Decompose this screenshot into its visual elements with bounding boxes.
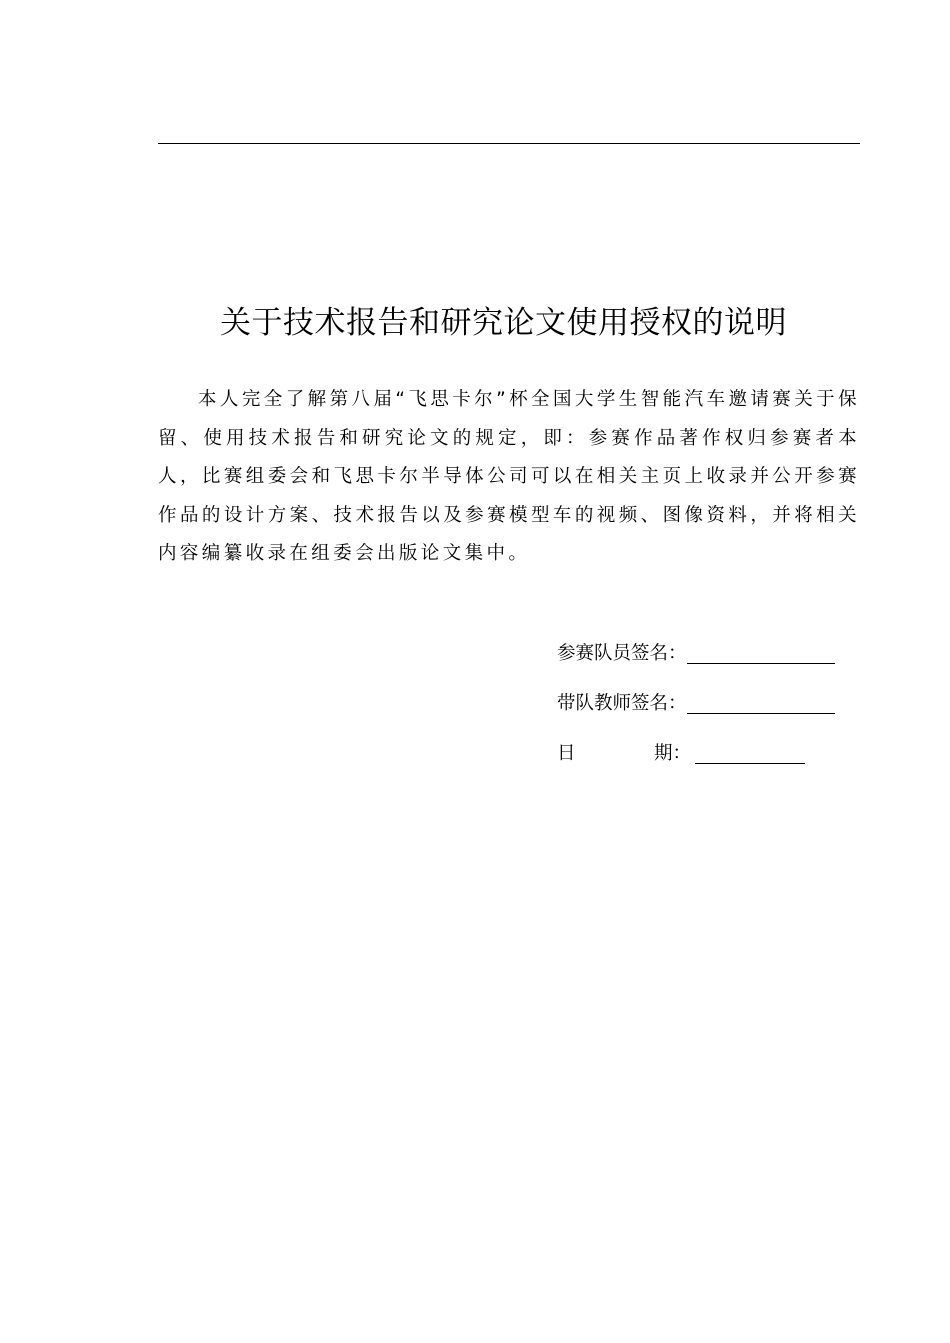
team-member-signature-row — [557, 638, 835, 666]
advisor-signature-row — [557, 688, 835, 716]
date-label-second: 期： — [654, 743, 692, 764]
advisor-signature-line — [687, 693, 835, 714]
date-line — [695, 743, 805, 764]
advisor-signature-label: 带队教师签名： — [557, 693, 687, 714]
team-member-signature-label: 参赛队员签名： — [557, 643, 687, 664]
date-row — [557, 738, 805, 766]
document-title: 关于技术报告和研究论文使用授权的说明 — [220, 305, 787, 341]
authorization-statement: 本人完全了解第八届“飞思卡尔”杯全国大学生智能汽车邀请赛关于保留、使用技术报告和研究论文的规定，即：参赛作品著作权归参赛者本人，比赛组委会和飞思卡尔半导体公司可以在相关主页上收录并公开参赛作品的设计方案、技术报告以及参赛模型车的视频、图像资料，并将相关内容编纂收录在组委会出版论文集中。 — [158, 389, 860, 564]
header-rule — [158, 143, 860, 144]
team-member-signature-line — [687, 643, 835, 664]
date-label-first: 日 — [557, 743, 576, 764]
